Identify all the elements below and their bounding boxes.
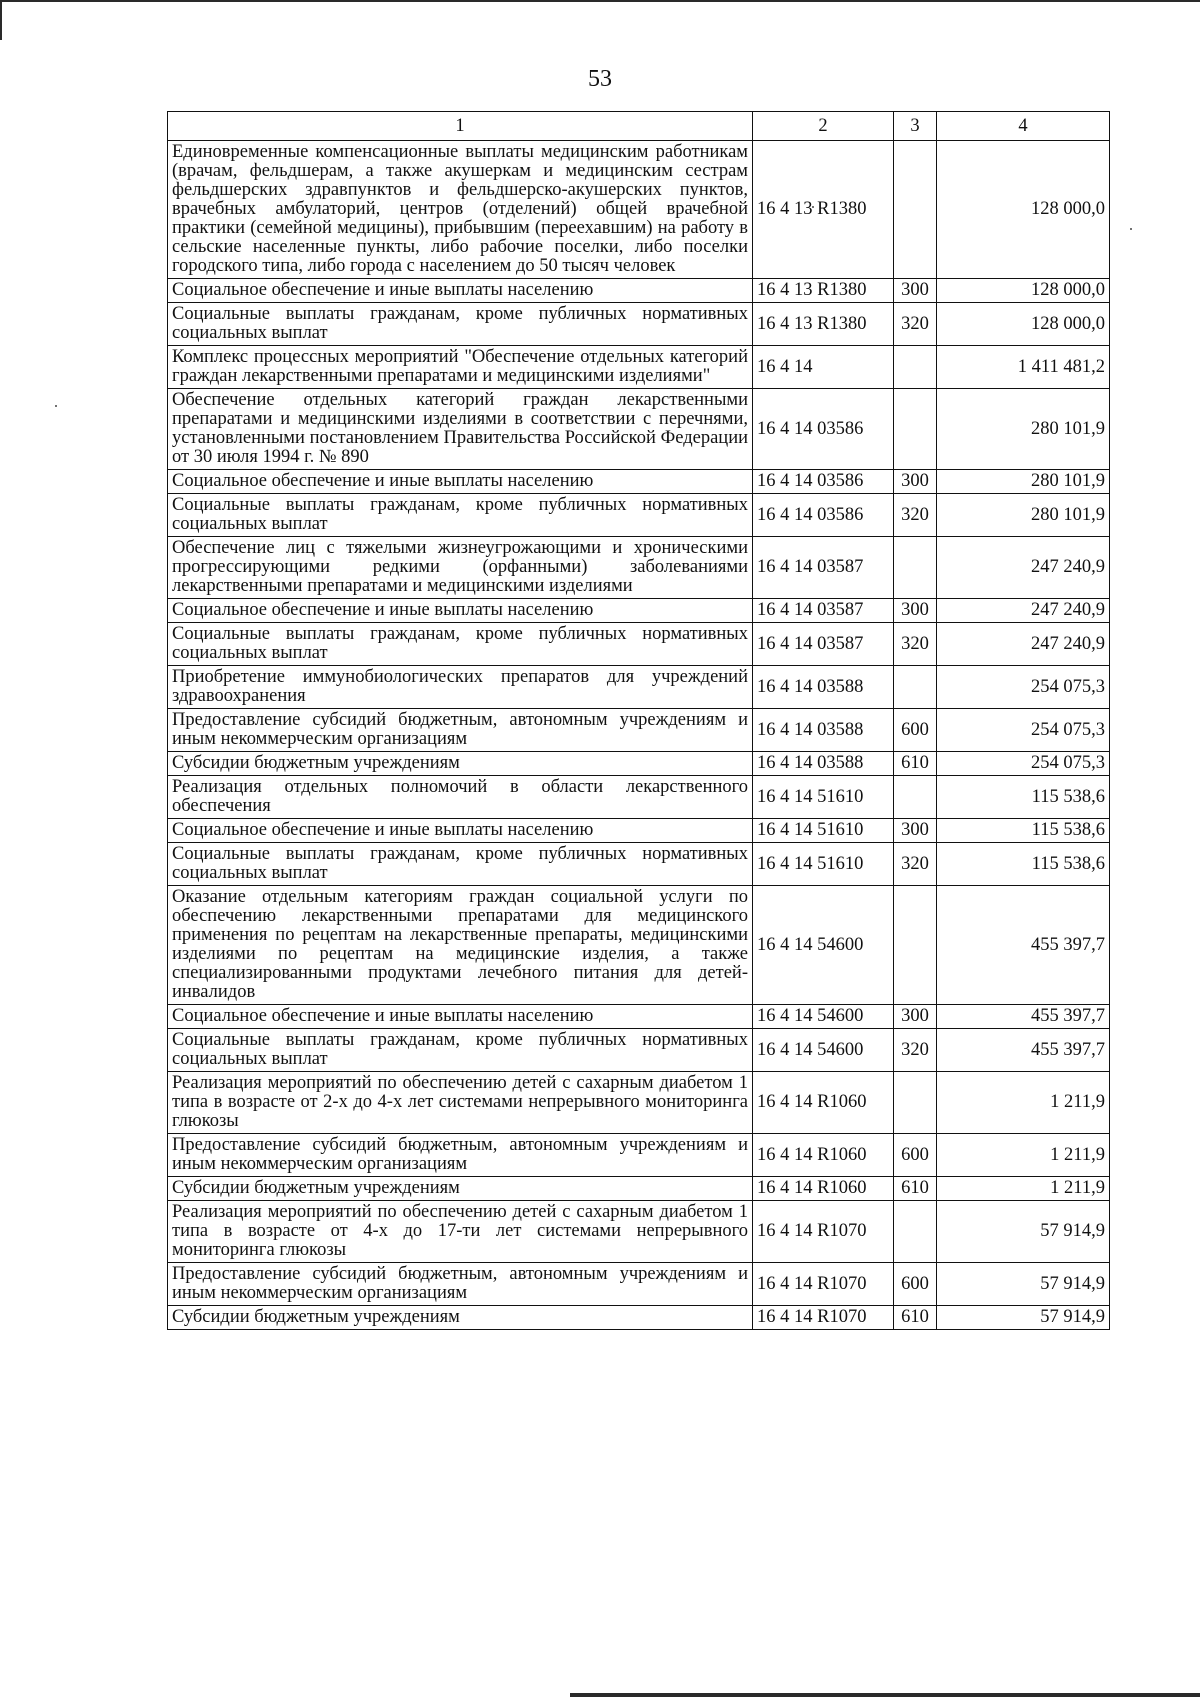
row-code: 16 4 14 03588 — [753, 709, 894, 752]
table-row — [168, 752, 1110, 776]
row-amount: 280 101,9 — [937, 470, 1110, 494]
row-expense-type: 320 — [894, 843, 937, 886]
row-name: Социальные выплаты гражданам, кроме публичных нормативных социальных выплат — [168, 494, 753, 537]
budget-table — [167, 111, 1110, 1330]
row-expense-type: 610 — [894, 752, 937, 776]
table-row — [168, 1177, 1110, 1201]
row-amount: 280 101,9 — [937, 494, 1110, 537]
table-row — [168, 1134, 1110, 1177]
table-row — [168, 389, 1110, 470]
row-expense-type — [894, 537, 937, 599]
row-amount: 128 000,0 — [937, 303, 1110, 346]
row-name: Социальные выплаты гражданам, кроме публичных нормативных социальных выплат — [168, 1029, 753, 1072]
row-name: Социальные выплаты гражданам, кроме публичных нормативных социальных выплат — [168, 623, 753, 666]
row-amount: 455 397,7 — [937, 1029, 1110, 1072]
row-name: Реализация мероприятий по обеспечению детей с сахарным диабетом 1 типа в возрасте от 4-х до 17-ти лет системами непрерывного мониторинга глюкозы — [168, 1201, 753, 1263]
row-expense-type: 320 — [894, 623, 937, 666]
row-name: Обеспечение отдельных категорий граждан лекарственными препаратами и медицинскими изделиями в соответствии с перечнями, установленными постановлением Правительства Российской Федерации от 30 июля 1994 г. № 890 — [168, 389, 753, 470]
row-code: 16 4 14 R1060 — [753, 1072, 894, 1134]
table-row — [168, 494, 1110, 537]
row-expense-type: 600 — [894, 1134, 937, 1177]
row-expense-type: 600 — [894, 1263, 937, 1306]
row-code: 16 4 14 R1060 — [753, 1134, 894, 1177]
row-expense-type: 300 — [894, 819, 937, 843]
row-code: 16 4 14 03586 — [753, 470, 894, 494]
row-code: 16 4 14 54600 — [753, 1005, 894, 1029]
row-code: 16 4 14 03588 — [753, 666, 894, 709]
row-code: 16 4 14 R1070 — [753, 1306, 894, 1330]
column-header: 3 — [894, 112, 937, 141]
row-expense-type — [894, 886, 937, 1005]
row-name: Социальное обеспечение и иные выплаты населению — [168, 819, 753, 843]
row-expense-type — [894, 1072, 937, 1134]
row-expense-type — [894, 666, 937, 709]
row-amount: 254 075,3 — [937, 709, 1110, 752]
table-row — [168, 776, 1110, 819]
row-amount: 128 000,0 — [937, 279, 1110, 303]
row-code: 16 4 14 03588 — [753, 752, 894, 776]
table-row — [168, 141, 1110, 279]
row-expense-type: 610 — [894, 1177, 937, 1201]
row-expense-type — [894, 1201, 937, 1263]
row-name: Предоставление субсидий бюджетным, автономным учреждениям и иным некоммерческим организациям — [168, 709, 753, 752]
row-expense-type: 300 — [894, 599, 937, 623]
row-name: Социальные выплаты гражданам, кроме публичных нормативных социальных выплат — [168, 843, 753, 886]
row-code: 16 4 14 51610 — [753, 776, 894, 819]
page-number: 53 — [588, 66, 612, 92]
scan-edge-bottom — [570, 1693, 1200, 1697]
row-name: Субсидии бюджетным учреждениям — [168, 1306, 753, 1330]
row-code: 16 4 14 R1070 — [753, 1263, 894, 1306]
table-row — [168, 1072, 1110, 1134]
row-code: 16 4 14 03587 — [753, 623, 894, 666]
table-row — [168, 470, 1110, 494]
row-amount: 57 914,9 — [937, 1201, 1110, 1263]
row-amount: 254 075,3 — [937, 666, 1110, 709]
row-name: Социальное обеспечение и иные выплаты населению — [168, 599, 753, 623]
row-code: 16 4 14 03587 — [753, 599, 894, 623]
row-amount: 57 914,9 — [937, 1263, 1110, 1306]
row-code: 16 4 13 R1380 — [753, 303, 894, 346]
row-expense-type — [894, 346, 937, 389]
row-name: Единовременные компенсационные выплаты медицинским работникам (врачам, фельдшерам, а также акушеркам и медицинским сестрам фельдшерских здравпунктов и фельдшерско-акушерских пунктов, врачебных амбулаторий, центров (отделений) общей врачебной практики (семейной медицины), прибывшим (переехавшим) на работу в сельские населенные пункты, либо рабочие поселки, либо поселки городского типа, либо города с населением до 50 тысяч человек — [168, 141, 753, 279]
scan-speck — [1130, 228, 1132, 230]
row-code: 16 4 14 R1070 — [753, 1201, 894, 1263]
table-row — [168, 346, 1110, 389]
table-row — [168, 886, 1110, 1005]
row-amount: 247 240,9 — [937, 623, 1110, 666]
table-row — [168, 599, 1110, 623]
row-expense-type: 320 — [894, 494, 937, 537]
table-row — [168, 1306, 1110, 1330]
row-code: 16 4 13 R1380 — [753, 141, 894, 279]
table-body — [168, 141, 1110, 1330]
row-name: Социальные выплаты гражданам, кроме публичных нормативных социальных выплат — [168, 303, 753, 346]
row-amount: 455 397,7 — [937, 886, 1110, 1005]
row-name: Социальное обеспечение и иные выплаты населению — [168, 279, 753, 303]
row-expense-type: 300 — [894, 1005, 937, 1029]
row-expense-type: 320 — [894, 1029, 937, 1072]
row-name: Обеспечение лиц с тяжелыми жизнеугрожающими и хроническими прогрессирующими редкими (орфанными) заболеваниями лекарственными препаратами и медицинскими изделиями — [168, 537, 753, 599]
row-amount: 1 211,9 — [937, 1177, 1110, 1201]
row-amount: 1 411 481,2 — [937, 346, 1110, 389]
row-name: Социальное обеспечение и иные выплаты населению — [168, 470, 753, 494]
row-name: Предоставление субсидий бюджетным, автономным учреждениям и иным некоммерческим организациям — [168, 1263, 753, 1306]
column-header: 1 — [168, 112, 753, 141]
row-code: 16 4 14 51610 — [753, 843, 894, 886]
row-expense-type: 610 — [894, 1306, 937, 1330]
row-name: Реализация мероприятий по обеспечению детей с сахарным диабетом 1 типа в возрасте от 2-х до 4-х лет системами непрерывного мониторинга глюкозы — [168, 1072, 753, 1134]
table-row — [168, 819, 1110, 843]
table-row — [168, 1263, 1110, 1306]
row-code: 16 4 14 54600 — [753, 1029, 894, 1072]
row-expense-type: 320 — [894, 303, 937, 346]
row-name: Субсидии бюджетным учреждениям — [168, 752, 753, 776]
row-amount: 128 000,0 — [937, 141, 1110, 279]
row-amount: 455 397,7 — [937, 1005, 1110, 1029]
row-code: 16 4 14 54600 — [753, 886, 894, 1005]
row-name: Приобретение иммунобиологических препаратов для учреждений здравоохранения — [168, 666, 753, 709]
row-expense-type: 600 — [894, 709, 937, 752]
row-name: Предоставление субсидий бюджетным, автономным учреждениям и иным некоммерческим организациям — [168, 1134, 753, 1177]
table-row — [168, 537, 1110, 599]
row-amount: 254 075,3 — [937, 752, 1110, 776]
row-code: 16 4 14 03586 — [753, 494, 894, 537]
row-amount: 115 538,6 — [937, 819, 1110, 843]
scan-speck — [55, 405, 57, 407]
table-row — [168, 1005, 1110, 1029]
row-name: Реализация отдельных полномочий в области лекарственного обеспечения — [168, 776, 753, 819]
row-amount: 280 101,9 — [937, 389, 1110, 470]
scan-edge-top — [0, 0, 1200, 2]
row-amount: 247 240,9 — [937, 599, 1110, 623]
row-amount: 57 914,9 — [937, 1306, 1110, 1330]
column-header: 4 — [937, 112, 1110, 141]
row-code: 16 4 14 03587 — [753, 537, 894, 599]
table-row — [168, 279, 1110, 303]
table-header-row — [168, 112, 1110, 141]
table-row — [168, 1029, 1110, 1072]
row-amount: 115 538,6 — [937, 843, 1110, 886]
row-amount: 115 538,6 — [937, 776, 1110, 819]
row-expense-type — [894, 141, 937, 279]
row-expense-type: 300 — [894, 279, 937, 303]
row-name: Субсидии бюджетным учреждениям — [168, 1177, 753, 1201]
row-code: 16 4 14 R1060 — [753, 1177, 894, 1201]
row-code: 16 4 14 03586 — [753, 389, 894, 470]
row-amount: 247 240,9 — [937, 537, 1110, 599]
table-row — [168, 709, 1110, 752]
row-code: 16 4 13 R1380 — [753, 279, 894, 303]
table-row — [168, 1201, 1110, 1263]
column-header: 2 — [753, 112, 894, 141]
table-row — [168, 666, 1110, 709]
table-row — [168, 303, 1110, 346]
row-code: 16 4 14 — [753, 346, 894, 389]
row-amount: 1 211,9 — [937, 1072, 1110, 1134]
row-expense-type — [894, 389, 937, 470]
table-row — [168, 623, 1110, 666]
row-expense-type: 300 — [894, 470, 937, 494]
row-name: Социальное обеспечение и иные выплаты населению — [168, 1005, 753, 1029]
row-expense-type — [894, 776, 937, 819]
table-row — [168, 843, 1110, 886]
row-amount: 1 211,9 — [937, 1134, 1110, 1177]
row-name: Оказание отдельным категориям граждан социальной услуги по обеспечению лекарственными препаратами для медицинского применения по рецептам на лекарственные препараты, медицинскими изделиями по рецептам на медицинские изделия, а также специализированными продуктами лечебного питания для детей-инвалидов — [168, 886, 753, 1005]
row-code: 16 4 14 51610 — [753, 819, 894, 843]
row-name: Комплекс процессных мероприятий "Обеспечение отдельных категорий граждан лекарственными препаратами и медицинскими изделиями" — [168, 346, 753, 389]
scan-edge-left — [0, 0, 2, 40]
